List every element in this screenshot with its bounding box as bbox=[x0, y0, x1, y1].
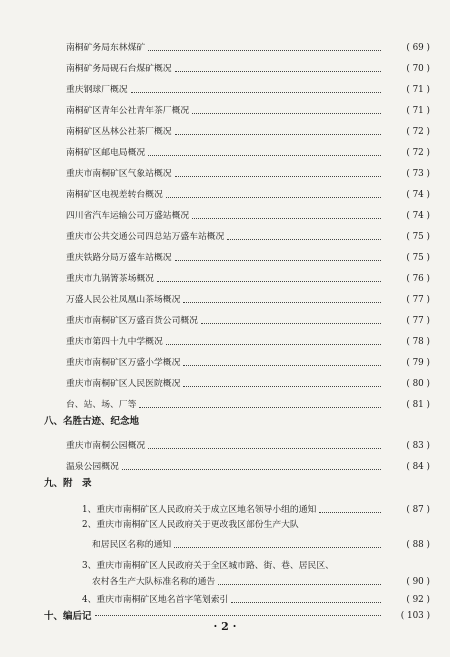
leader-dots bbox=[201, 322, 381, 324]
toc-entry bbox=[40, 243, 430, 264]
entry-page: ( 71 ) bbox=[406, 106, 430, 116]
entry-page: ( 75 ) bbox=[406, 253, 430, 263]
entry-page: ( 73 ) bbox=[406, 169, 430, 179]
leader-dots bbox=[95, 614, 381, 616]
entry-page: ( 84 ) bbox=[406, 462, 430, 472]
entry-text: 3、重庆市南桐矿区人民政府关于全区城市路、街、巷、居民区、 bbox=[82, 561, 334, 571]
toc-entry bbox=[40, 390, 430, 411]
entry-text: 重庆市南桐矿区人民医院概况 bbox=[66, 379, 181, 389]
entry-text: 2、重庆市南桐矿区人民政府关于更改我区部份生产大队 bbox=[82, 520, 299, 530]
entry-page: ( 69 ) bbox=[406, 43, 430, 53]
entry-page: ( 77 ) bbox=[406, 295, 430, 305]
section-title: 八、名胜古迹、纪念地 bbox=[44, 415, 140, 427]
appendix-item-4 bbox=[40, 588, 430, 606]
entry-text: 农村各生产大队标准名称的通告 bbox=[92, 577, 216, 587]
leader-dots bbox=[175, 133, 381, 135]
entry-list-industry bbox=[40, 33, 430, 411]
entry-text: 重庆钢球厂概况 bbox=[66, 85, 128, 95]
leader-dots bbox=[183, 301, 381, 303]
entry-list-scenic bbox=[40, 431, 430, 473]
toc-entry bbox=[40, 369, 430, 390]
entry-text: 南桐矿务局东林煤矿 bbox=[66, 43, 146, 53]
entry-text: 南桐矿区邮电局概况 bbox=[66, 148, 146, 158]
toc-entry bbox=[40, 117, 430, 138]
entry-page: ( 71 ) bbox=[406, 85, 430, 95]
leader-dots bbox=[122, 468, 381, 470]
leader-dots bbox=[148, 154, 381, 156]
entry-page: ( 90 ) bbox=[406, 577, 430, 587]
entry-text: 南桐矿务局砚石台煤矿概况 bbox=[66, 64, 172, 74]
toc-entry bbox=[40, 348, 430, 369]
entry-page: ( 75 ) bbox=[406, 232, 430, 242]
leader-dots bbox=[139, 406, 381, 408]
entry-page: ( 87 ) bbox=[406, 505, 430, 515]
entry-page: ( 70 ) bbox=[406, 64, 430, 74]
leader-dots bbox=[166, 343, 381, 345]
toc-entry bbox=[40, 180, 430, 201]
leader-dots bbox=[175, 259, 381, 261]
entry-text: 1、重庆市南桐矿区人民政府关于成立区地名领导小组的通知 bbox=[82, 505, 317, 515]
leader-dots bbox=[131, 91, 381, 93]
leader-dots bbox=[218, 583, 381, 585]
leader-dots bbox=[183, 364, 381, 366]
toc-entry bbox=[40, 54, 430, 75]
toc-entry bbox=[40, 264, 430, 285]
leader-dots bbox=[157, 280, 381, 282]
section-title: 十、编后记 bbox=[44, 610, 92, 622]
entry-page: ( 72 ) bbox=[406, 127, 430, 137]
entry-page: ( 103 ) bbox=[400, 610, 430, 621]
section-heading-9 bbox=[40, 473, 430, 493]
toc-entry bbox=[40, 285, 430, 306]
entry-text: 南桐矿区丛林公社茶厂概况 bbox=[66, 127, 172, 137]
entry-text: 重庆市公共交通公司四总站万盛车站概况 bbox=[66, 232, 225, 242]
entry-text: 南桐矿区青年公社青年茶厂概况 bbox=[66, 106, 190, 116]
toc-entry bbox=[40, 201, 430, 222]
entry-text: 和居民区名称的通知 bbox=[92, 540, 172, 550]
appendix-item-3-line-2 bbox=[40, 572, 430, 588]
entry-page: ( 74 ) bbox=[406, 190, 430, 200]
leader-dots bbox=[174, 546, 381, 548]
toc-entry bbox=[40, 222, 430, 243]
table-of-contents bbox=[40, 33, 430, 626]
appendix-item-3-line-1 bbox=[40, 557, 430, 572]
entry-text: 温泉公园概况 bbox=[66, 462, 119, 472]
toc-entry bbox=[40, 138, 430, 159]
entry-page: ( 78 ) bbox=[406, 337, 430, 347]
entry-page: ( 77 ) bbox=[406, 316, 430, 326]
entry-text: 重庆市第四十九中学概况 bbox=[66, 337, 163, 347]
appendix-item-1 bbox=[40, 493, 430, 516]
section-title: 九、附 录 bbox=[44, 477, 92, 489]
entry-text: 重庆市南桐公园概况 bbox=[66, 441, 146, 451]
toc-entry bbox=[40, 431, 430, 452]
page-number: · 2 · bbox=[213, 620, 237, 633]
leader-dots bbox=[231, 601, 381, 603]
entry-text: 万盛人民公社凤凰山茶场概况 bbox=[66, 295, 181, 305]
toc-entry bbox=[40, 327, 430, 348]
entry-page: ( 81 ) bbox=[406, 400, 430, 410]
entry-page: ( 79 ) bbox=[406, 358, 430, 368]
leader-dots bbox=[166, 196, 381, 198]
entry-text: 重庆市南桐矿区万盛百货公司概况 bbox=[66, 316, 198, 326]
appendix-item-2-line-2 bbox=[40, 531, 430, 551]
toc-entry bbox=[40, 306, 430, 327]
entry-page: ( 72 ) bbox=[406, 148, 430, 158]
entry-text: 重庆铁路分局万盛车站概况 bbox=[66, 253, 172, 263]
entry-page: ( 76 ) bbox=[406, 274, 430, 284]
leader-dots bbox=[192, 217, 381, 219]
entry-text: 南桐矿区电视差转台概况 bbox=[66, 190, 163, 200]
entry-text: 重庆市南桐矿区万盛小学概况 bbox=[66, 358, 181, 368]
leader-dots bbox=[148, 447, 381, 449]
entry-page: ( 83 ) bbox=[406, 441, 430, 451]
entry-text: 重庆市九锅箐茶场概况 bbox=[66, 274, 154, 284]
leader-dots bbox=[227, 238, 381, 240]
leader-dots bbox=[319, 511, 381, 513]
leader-dots bbox=[192, 112, 381, 114]
entry-text: 四川省汽车运输公司万盛站概况 bbox=[66, 211, 190, 221]
toc-entry bbox=[40, 159, 430, 180]
leader-dots bbox=[183, 385, 381, 387]
toc-entry bbox=[40, 33, 430, 54]
entry-page: ( 92 ) bbox=[406, 595, 430, 605]
leader-dots bbox=[148, 49, 381, 51]
entry-text: 重庆市南桐矿区气象站概况 bbox=[66, 169, 172, 179]
leader-dots bbox=[175, 70, 381, 72]
appendix-item-2-line-1 bbox=[40, 516, 430, 531]
entry-text: 4、重庆市南桐矿区地名首字笔划索引 bbox=[82, 595, 229, 605]
leader-dots bbox=[175, 175, 381, 177]
entry-page: ( 88 ) bbox=[406, 540, 430, 550]
toc-entry bbox=[40, 75, 430, 96]
entry-page: ( 80 ) bbox=[406, 379, 430, 389]
section-heading-8 bbox=[40, 411, 430, 431]
toc-entry bbox=[40, 452, 430, 473]
entry-text: 台、站、场、厂等 bbox=[66, 400, 137, 410]
toc-entry bbox=[40, 96, 430, 117]
entry-page: ( 74 ) bbox=[406, 211, 430, 221]
